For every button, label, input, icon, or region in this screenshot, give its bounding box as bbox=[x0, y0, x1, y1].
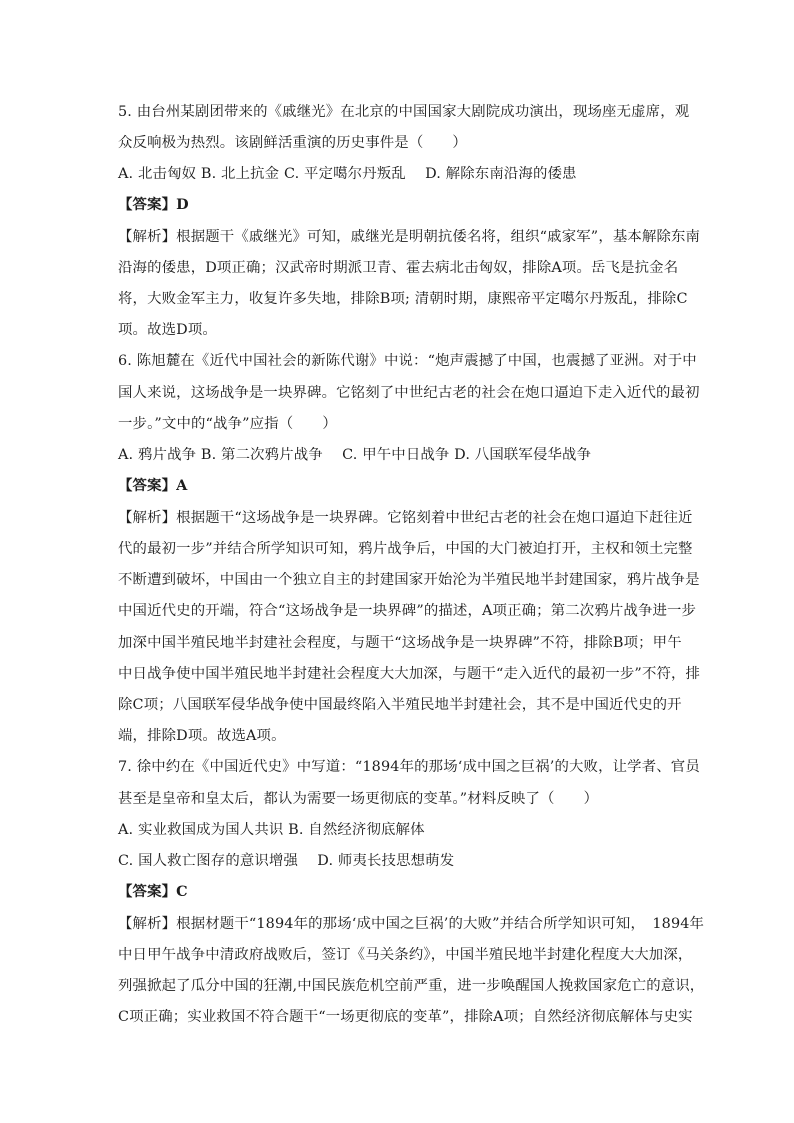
q6-stem-line-1: 6. 陈旭麓在《近代中国社会的新陈代谢》中说：“炮声震撼了中国，也震撼了亚洲。对于中 bbox=[118, 353, 697, 369]
q5-analysis-line-1: 【解析】根据题干《戚继光》可知，戚继光是明朝抗倭名将，组织“戚家军”，基本解除东南 bbox=[118, 229, 701, 245]
q6-options: A. 鸦片战争 B. 第二次鸦片战争 C. 甲午中日战争 D. 八国联军侵华战争 bbox=[118, 447, 592, 463]
q6-analysis-line-6: 中日战争使中国半殖民地半封建社会程度大大加深，与题干“走入近代的最初一步”不符，排 bbox=[118, 666, 701, 682]
q6-analysis-line-7: 除C项；八国联军侵华战争使中国最终陷入半殖民地半封建社会，其不是中国近代史的开 bbox=[118, 697, 682, 713]
q5-analysis-line-4: 项。故选D项。 bbox=[118, 322, 217, 338]
q6-stem-line-3: 一步。”文中的“战争”应指（ ） bbox=[118, 416, 337, 432]
q7-options-line-1: A. 实业救国成为国人共识 B. 自然经济彻底解体 bbox=[118, 822, 425, 838]
q5-analysis-line-3: 将，大败金军主力，收复许多失地，排除B项; 清朝时期，康熙帝平定噶尔丹叛乱，排除C bbox=[118, 291, 688, 307]
q5-stem-line-1: 5. 由台州某剧团带来的《戚继光》在北京的中国国家大剧院成功演出，现场座无虚席，观 bbox=[118, 104, 690, 120]
q6-analysis-line-1: 【解析】根据题干“这场战争是一块界碑。它铭刻着中世纪古老的社会在炮口逼迫下赶往近 bbox=[118, 510, 693, 526]
q6-answer: 【答案】A bbox=[118, 477, 188, 494]
q7-answer: 【答案】C bbox=[118, 883, 188, 900]
q5-stem-line-2: 众反响极为热烈。该剧鲜活重演的历史事件是（ ） bbox=[118, 135, 467, 151]
q6-analysis-line-5: 加深中国半殖民地半封建社会程度，与题干“这场战争是一块界碑”不符，排除B项；甲午 bbox=[118, 635, 682, 651]
q7-analysis-line-1: 【解析】根据材题干“1894年的那场‘成中国之巨祸’的大败”并结合所学知识可知， 1894年 bbox=[118, 916, 705, 932]
q6-analysis-line-2: 代的最初一步”并结合所学知识可知，鸦片战争后，中国的大门被迫打开，主权和领土完整 bbox=[118, 541, 693, 557]
q5-options: A. 北击匈奴 B. 北上抗金 C. 平定噶尔丹叛乱 D. 解除东南沿海的倭患 bbox=[118, 166, 577, 182]
q7-analysis-line-4: C项正确；实业救国不符合题干“一场更彻底的变革”，排除A项；自然经济彻底解体与史实 bbox=[118, 1009, 693, 1025]
q7-options-line-2: C. 国人救亡图存的意识增强 D. 师夷长技思想萌发 bbox=[118, 853, 455, 869]
q7-stem-line-2: 甚至是皇帝和皇太后，都认为需要一场更彻底的变革。”材料反映了（ ） bbox=[118, 791, 599, 807]
q7-analysis-line-2: 中日甲午战争中清政府战败后，签订《马关条约》，中国半殖民地半封建化程度大大加深， bbox=[118, 947, 693, 963]
q6-analysis-line-3: 不断遭到破坏，中国由一个独立自主的封建国家开始沦为半殖民地半封建国家，鸦片战争是 bbox=[118, 572, 700, 588]
q6-analysis-line-4: 中国近代史的开端，符合“这场战争是一块界碑”的描述，A项正确；第二次鸦片战争进一步 bbox=[118, 603, 697, 619]
q5-analysis-line-2: 沿海的倭患，D项正确；汉武帝时期派卫青、霍去病北击匈奴，排除A项。岳飞是抗金名 bbox=[118, 260, 679, 276]
q6-analysis-line-8: 端，排除D项。故选A项。 bbox=[118, 728, 286, 744]
q6-stem-line-2: 国人来说，这场战争是一块界碑。它铭刻了中世纪古老的社会在炮口逼迫下走入近代的最初 bbox=[118, 385, 700, 401]
q5-answer: 【答案】D bbox=[118, 196, 189, 213]
q7-stem-line-1: 7. 徐中约在《中国近代史》中写道：“1894年的那场‘成中国之巨祸’的大败，让学者、官员 bbox=[118, 759, 700, 775]
q7-analysis-line-3: 列强掀起了瓜分中国的狂潮,中国民族危机空前严重，进一步唤醒国人挽救国家危亡的意识， bbox=[118, 978, 705, 994]
